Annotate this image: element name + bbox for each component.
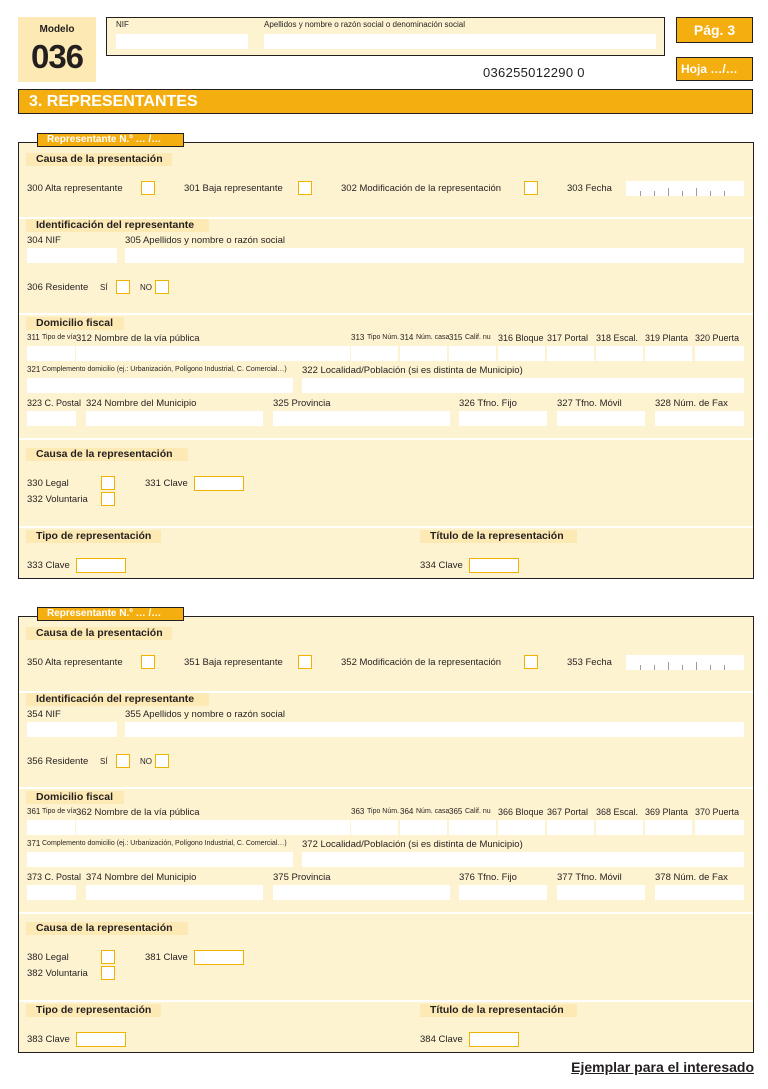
complemento-label: Complemento domicilio (ej.: Urbanización, Polígono Industrial, C. Comercial…) [42, 366, 287, 373]
municipio-field[interactable] [86, 411, 263, 426]
ejemplar-footer: Ejemplar para el interesado [571, 1059, 754, 1075]
no-label: NO [140, 283, 152, 292]
tipo-num-field[interactable] [351, 346, 398, 361]
tfno-fijo-label: 326 Tfno. Fijo [459, 398, 517, 409]
localidad-field[interactable] [302, 378, 744, 393]
header-nif-field[interactable] [116, 34, 248, 49]
no-label: NO [140, 757, 152, 766]
legal-checkbox[interactable] [101, 476, 115, 490]
portal-field[interactable] [547, 346, 594, 361]
fax-label: 378 Núm. de Fax [655, 872, 728, 883]
separator [19, 912, 753, 914]
calif-field[interactable] [449, 820, 496, 835]
portal-label: 317 Portal [547, 333, 589, 343]
tipo-via-code: 311 [27, 333, 40, 342]
separator [19, 787, 753, 789]
clave381-field[interactable] [194, 950, 244, 965]
page-badge: Pág. 3 [676, 17, 753, 43]
clave384-field[interactable] [469, 1032, 519, 1047]
nif-field[interactable] [27, 248, 117, 263]
municipio-label: 324 Nombre del Municipio [86, 398, 197, 409]
alta-label: 350 Alta representante [27, 657, 123, 668]
legal-checkbox[interactable] [101, 950, 115, 964]
band-titulo-representacion: Título de la representación [420, 1004, 577, 1017]
band-causa-presentacion: Causa de la presentación [26, 153, 172, 166]
separator [19, 313, 753, 315]
nombre-via-field[interactable] [76, 346, 350, 361]
tfno-movil-field[interactable] [557, 885, 645, 900]
puerta-field[interactable] [695, 346, 744, 361]
band-tipo-representacion: Tipo de representación [26, 1004, 161, 1017]
band-tipo-representacion: Tipo de representación [26, 530, 161, 543]
clave331-field[interactable] [194, 476, 244, 491]
puerta-label: 320 Puerta [695, 333, 740, 343]
complemento-field[interactable] [27, 378, 293, 393]
clave333-field[interactable] [76, 558, 126, 573]
cpostal-label: 323 C. Postal [27, 398, 82, 408]
modificacion-label: 302 Modificación de la representación [341, 183, 502, 194]
planta-label: 369 Planta [645, 807, 689, 817]
clave331-label: 331 Clave [145, 478, 188, 489]
band-domicilio: Domicilio fiscal [26, 317, 124, 330]
complemento-code: 371 [27, 839, 41, 848]
escal-field[interactable] [596, 346, 643, 361]
num-casa-code: 364 [400, 807, 414, 816]
provincia-label: 325 Provincia [273, 398, 331, 409]
tipo-via-code: 361 [27, 807, 41, 816]
num-casa-label: Núm. casa [416, 334, 450, 341]
provincia-field[interactable] [273, 885, 450, 900]
modificacion-label: 352 Modificación de la representación [341, 657, 502, 668]
planta-field[interactable] [645, 820, 692, 835]
nombre-via-field[interactable] [76, 820, 350, 835]
apellidos-label: 305 Apellidos y nombre o razón social [125, 235, 286, 246]
calif-field[interactable] [449, 346, 496, 361]
tfno-movil-field[interactable] [557, 411, 645, 426]
baja-label: 301 Baja representante [184, 183, 283, 194]
escal-field[interactable] [596, 820, 643, 835]
municipio-label: 374 Nombre del Municipio [86, 872, 197, 883]
escal-label: 368 Escal. [596, 807, 639, 817]
modelo-box [18, 17, 96, 82]
modificacion-checkbox[interactable] [524, 655, 538, 669]
cpostal-field[interactable] [27, 411, 76, 426]
clave384-label: 384 Clave [420, 1034, 463, 1045]
nombre-via-label: 312 Nombre de la vía pública [76, 333, 200, 344]
localidad-label: 372 Localidad/Población (si es distinta de Municipio) [302, 839, 523, 850]
nif-label: 304 NIF [27, 235, 61, 246]
clave383-field[interactable] [76, 1032, 126, 1047]
tipo-via-field[interactable] [27, 820, 75, 835]
puerta-field[interactable] [695, 820, 744, 835]
separator [19, 438, 753, 440]
cpostal-field[interactable] [27, 885, 76, 900]
header-name-label: Apellidos y nombre o razón social o denominación social [264, 20, 465, 29]
representative-panel-1 [18, 142, 754, 579]
band-domicilio: Domicilio fiscal [26, 791, 124, 804]
complemento-code: 321 [27, 365, 41, 374]
nif-label: 354 NIF [27, 709, 61, 720]
clave383-label: 383 Clave [27, 1034, 70, 1045]
num-casa-field[interactable] [400, 820, 447, 835]
fecha-field[interactable] [626, 181, 744, 196]
nif-field[interactable] [27, 722, 117, 737]
tipo-via-field[interactable] [27, 346, 75, 361]
residente-no-checkbox[interactable] [155, 754, 169, 768]
calif-label: Calif. nu [465, 334, 491, 341]
header-nif-label: NIF [116, 20, 129, 29]
bloque-field[interactable] [498, 346, 545, 361]
modificacion-checkbox[interactable] [524, 181, 538, 195]
sheet-badge: Hoja …/… [676, 57, 753, 81]
modelo-label: Modelo [39, 24, 75, 35]
tipo-num-field[interactable] [351, 820, 398, 835]
bloque-field[interactable] [498, 820, 545, 835]
tipo-via-label: Tipo de vía [42, 808, 77, 815]
tfno-movil-label: 327 Tfno. Móvil [557, 398, 622, 409]
num-casa-label: Núm. casa [416, 808, 450, 815]
section-title: 3. REPRESENTANTES [18, 89, 753, 114]
tfno-movil-label: 377 Tfno. Móvil [557, 872, 622, 883]
voluntaria-label: 382 Voluntaria [27, 968, 88, 979]
voluntaria-checkbox[interactable] [101, 492, 115, 506]
band-identificacion: Identificación del representante [26, 219, 209, 232]
fax-field[interactable] [655, 411, 744, 426]
baja-checkbox[interactable] [298, 655, 312, 669]
apellidos-field[interactable] [125, 722, 744, 737]
header-name-field[interactable] [264, 34, 656, 49]
residente-si-checkbox[interactable] [116, 754, 130, 768]
provincia-field[interactable] [273, 411, 450, 426]
planta-label: 319 Planta [645, 333, 689, 343]
band-causa-representacion: Causa de la representación [26, 448, 188, 461]
residente-label: 356 Residente [27, 756, 89, 767]
barcode-number: 036255012290 0 [483, 65, 585, 80]
fecha-field[interactable] [626, 655, 744, 670]
residente-label: 306 Residente [27, 282, 89, 293]
num-casa-field[interactable] [400, 346, 447, 361]
clave334-label: 334 Clave [420, 560, 463, 571]
band-causa-representacion: Causa de la representación [26, 922, 188, 935]
municipio-field[interactable] [86, 885, 263, 900]
voluntaria-checkbox[interactable] [101, 966, 115, 980]
legal-label: 330 Legal [27, 478, 69, 489]
representative-tab-1: Representante N.º … /… [37, 133, 184, 147]
bloque-label: 366 Bloque [498, 807, 544, 817]
tipo-num-code: 313 [351, 333, 365, 342]
tipo-num-code: 363 [351, 807, 365, 816]
tipo-num-label: Tipo Núm. [367, 334, 400, 341]
fax-label: 328 Núm. de Fax [655, 398, 728, 409]
puerta-label: 370 Puerta [695, 807, 740, 817]
representative-panel-2 [18, 616, 754, 1053]
si-label: SÍ [100, 757, 108, 766]
band-identificacion: Identificación del representante [26, 693, 209, 706]
modelo-number: 036 [30, 38, 84, 75]
apellidos-field[interactable] [125, 248, 744, 263]
baja-label: 351 Baja representante [184, 657, 283, 668]
voluntaria-label: 332 Voluntaria [27, 494, 88, 505]
cpostal-label: 373 C. Postal [27, 872, 82, 882]
residente-si-checkbox[interactable] [116, 280, 130, 294]
apellidos-label: 355 Apellidos y nombre o razón social [125, 709, 286, 720]
calif-code: 365 [449, 807, 463, 816]
separator [19, 1000, 753, 1002]
alta-checkbox[interactable] [141, 655, 155, 669]
localidad-field[interactable] [302, 852, 744, 867]
alta-checkbox[interactable] [141, 181, 155, 195]
clave381-label: 381 Clave [145, 952, 188, 963]
band-titulo-representacion: Título de la representación [420, 530, 577, 543]
si-label: SÍ [100, 283, 108, 292]
clave333-label: 333 Clave [27, 560, 70, 571]
band-causa-presentacion: Causa de la presentación [26, 627, 172, 640]
separator [19, 526, 753, 528]
portal-label: 367 Portal [547, 807, 589, 817]
calif-label: Calif. nu [465, 808, 491, 815]
fax-field[interactable] [655, 885, 744, 900]
complemento-label: Complemento domicilio (ej.: Urbanización, Polígono Industrial, C. Comercial…) [42, 840, 287, 847]
provincia-label: 375 Provincia [273, 872, 331, 883]
header-id-box [106, 17, 665, 56]
localidad-label: 322 Localidad/Población (si es distinta de Municipio) [302, 365, 523, 376]
num-casa-code: 314 [400, 333, 414, 342]
fecha-label: 353 Fecha [567, 657, 612, 668]
tfno-fijo-field[interactable] [459, 885, 547, 900]
complemento-field[interactable] [27, 852, 293, 867]
tfno-fijo-field[interactable] [459, 411, 547, 426]
alta-label: 300 Alta representante [27, 183, 123, 194]
legal-label: 380 Legal [27, 952, 69, 963]
baja-checkbox[interactable] [298, 181, 312, 195]
escal-label: 318 Escal. [596, 333, 639, 343]
residente-no-checkbox[interactable] [155, 280, 169, 294]
representative-tab-2: Representante N.º … /… [37, 607, 184, 621]
fecha-label: 303 Fecha [567, 183, 612, 194]
portal-field[interactable] [547, 820, 594, 835]
calif-code: 315 [449, 333, 463, 342]
bloque-label: 316 Bloque [498, 333, 544, 343]
clave334-field[interactable] [469, 558, 519, 573]
planta-field[interactable] [645, 346, 692, 361]
tfno-fijo-label: 376 Tfno. Fijo [459, 872, 517, 883]
nombre-via-label: 362 Nombre de la vía pública [76, 807, 200, 818]
tipo-num-label: Tipo Núm. [367, 808, 400, 815]
tipo-via-label: Tipo de vía [42, 334, 77, 341]
